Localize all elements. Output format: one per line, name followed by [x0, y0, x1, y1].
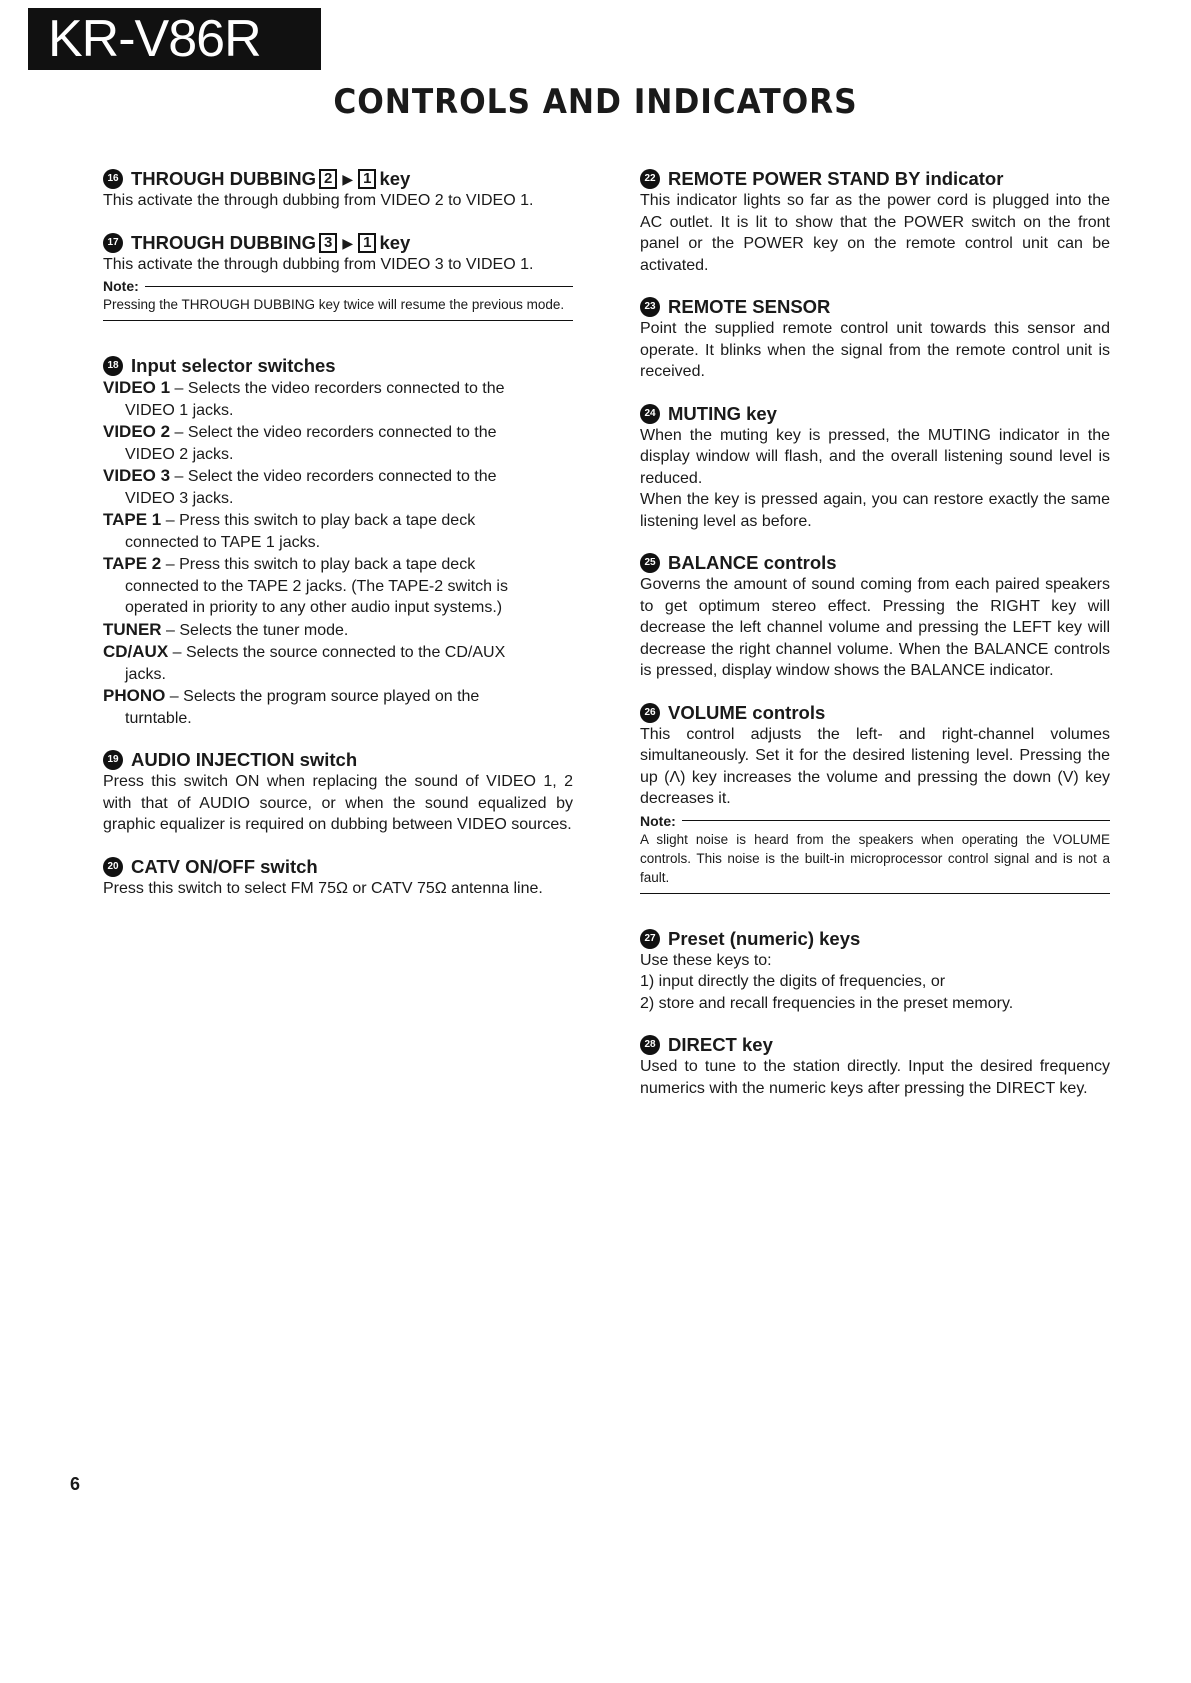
note-text: Pressing the THROUGH DUBBING key twice will resume the previous mode. — [103, 297, 565, 312]
definition-item — [103, 465, 573, 509]
heading-text: THROUGH DUBBING — [131, 168, 316, 189]
definition-item — [103, 421, 573, 465]
list-line: 1) input directly the digits of frequencies, or — [640, 973, 946, 990]
section-text: This control adjusts the left- and right-channel volumes simultaneously. Set it for the desired listening level. Pressing the up (Λ) key increases the volume and pressing the down (V) key decreases it. — [640, 725, 1110, 807]
def-desc: – Select the video recorders connected to the — [174, 424, 497, 441]
section-text: Press this switch ON when replacing the sound of VIDEO 1, 2 with that of AUDIO source, or when the sound equalized by graphic equalizer is required on dubbing between VIDEO sources. — [103, 773, 573, 833]
section-remote-power-standby — [640, 168, 1110, 276]
def-cont: jacks. — [125, 665, 166, 683]
item-number-badge: 27 — [640, 929, 660, 949]
def-term: VIDEO 3 — [103, 466, 171, 485]
section-text: Used to tune to the station directly. Input the desired frequency numerics with the numeric keys after pressing the DIRECT key. — [640, 1058, 1110, 1097]
def-desc: – Selects the video recorders connected to the — [174, 380, 505, 397]
heading-text: Input selector switches — [131, 355, 336, 376]
note-box — [640, 812, 1110, 894]
item-number-badge: 24 — [640, 404, 660, 424]
definition-item — [103, 553, 573, 619]
section-volume-controls — [640, 702, 1110, 894]
def-term: CD/AUX — [103, 642, 169, 661]
section-balance-controls — [640, 552, 1110, 682]
section-input-selector — [103, 355, 573, 729]
def-cont: connected to the TAPE 2 jacks. (The TAPE-2 switch is operated in priority to any other audio input systems.) — [125, 577, 508, 616]
note-header — [640, 812, 1110, 830]
left-column — [103, 168, 573, 919]
section-heading — [103, 168, 573, 190]
item-number-badge: 22 — [640, 169, 660, 189]
note-rule — [145, 286, 573, 287]
heading-text: BALANCE controls — [668, 552, 837, 573]
key-1-icon: 1 — [358, 233, 376, 253]
def-term: VIDEO 1 — [103, 378, 171, 397]
section-through-dubbing-3 — [103, 232, 573, 322]
section-heading — [103, 749, 573, 771]
item-number-badge: 26 — [640, 703, 660, 723]
section-heading — [640, 702, 1110, 724]
heading-text: CATV ON/OFF switch — [131, 855, 318, 877]
def-desc: – Selects the program source played on the — [169, 688, 480, 705]
def-term: VIDEO 2 — [103, 422, 171, 441]
section-audio-injection — [103, 749, 573, 836]
definition-item — [103, 685, 573, 729]
note-label: Note: — [640, 812, 676, 829]
section-text: When the key is pressed again, you can restore exactly the same listening level as before. — [640, 491, 1110, 530]
play-arrow-icon: ▶ — [342, 171, 354, 187]
section-text: Point the supplied remote control unit towards this sensor and operate. It blinks when the signal from the remote control unit is received. — [640, 320, 1110, 380]
definition-item — [103, 509, 573, 553]
section-catv-switch — [103, 856, 573, 900]
def-cont: turntable. — [125, 709, 192, 727]
def-desc: – Selects the source connected to the CD/AUX — [172, 644, 506, 661]
item-number-badge: 18 — [103, 356, 123, 376]
def-desc: – Press this switch to play back a tape deck — [165, 556, 476, 573]
section-text: When the muting key is pressed, the MUTING indicator in the display window will flash, and the overall listening sound level is reduced. — [640, 426, 1110, 487]
section-text: Governs the amount of sound coming from each paired speakers to get optimum stereo effect. Pressing the RIGHT key will decrease the left channel volume and pressing the LEFT key will decrease the right channel volume. When the BALANCE controls is pressed, display window shows the BALANCE indicator. — [640, 576, 1110, 679]
definition-item — [103, 641, 573, 685]
right-column — [640, 168, 1110, 1119]
def-cont: VIDEO 2 jacks. — [125, 445, 234, 463]
key-3-icon: 3 — [319, 233, 337, 253]
def-term: PHONO — [103, 686, 166, 705]
def-desc: – Select the video recorders connected to the — [174, 468, 497, 485]
heading-text: Preset (numeric) keys — [668, 927, 861, 949]
note-header — [103, 277, 573, 295]
definition-item — [103, 377, 573, 421]
item-number-badge: 20 — [103, 857, 123, 877]
key-2-icon: 2 — [319, 169, 337, 189]
note-rule — [682, 820, 1110, 821]
section-direct-key — [640, 1034, 1110, 1099]
item-number-badge: 16 — [103, 169, 123, 189]
note-box — [103, 277, 573, 321]
section-heading — [640, 403, 1110, 425]
def-term: TAPE 2 — [103, 554, 162, 573]
section-through-dubbing-2 — [103, 168, 573, 212]
heading-text: REMOTE POWER STAND BY indicator — [668, 168, 1004, 189]
note-label: Note: — [103, 278, 139, 294]
def-cont: connected to TAPE 1 jacks. — [125, 533, 321, 551]
section-preset-keys — [640, 928, 1110, 1015]
section-text: Use these keys to: — [640, 951, 772, 969]
item-number-badge: 19 — [103, 750, 123, 770]
item-number-badge: 28 — [640, 1035, 660, 1055]
section-text: This activate the through dubbing from VIDEO 2 to VIDEO 1. — [103, 192, 534, 209]
section-heading — [103, 856, 573, 878]
heading-text: DIRECT key — [668, 1034, 773, 1055]
def-term: TAPE 1 — [103, 510, 162, 529]
heading-suffix: key — [379, 168, 411, 189]
section-heading — [103, 355, 573, 377]
item-number-badge: 17 — [103, 233, 123, 253]
item-number-badge: 23 — [640, 297, 660, 317]
play-arrow-icon: ▶ — [342, 234, 354, 251]
model-badge: KR-V86R — [28, 8, 321, 70]
def-cont: VIDEO 3 jacks. — [125, 489, 234, 507]
section-heading — [640, 552, 1110, 574]
def-desc: – Press this switch to play back a tape deck — [165, 512, 476, 529]
section-heading — [103, 232, 573, 254]
section-remote-sensor — [640, 296, 1110, 383]
note-text: A slight noise is heard from the speakers when operating the VOLUME controls. This noise is the built-in microprocessor control signal and is not a fault. — [640, 831, 1110, 885]
heading-suffix: key — [379, 231, 411, 253]
heading-text: AUDIO INJECTION switch — [131, 749, 358, 770]
section-text: Press this switch to select FM 75Ω or CATV 75Ω antenna line. — [103, 879, 543, 897]
item-number-badge: 25 — [640, 553, 660, 573]
section-heading — [640, 168, 1110, 190]
list-line: 2) store and recall frequencies in the preset memory. — [640, 994, 1014, 1012]
section-heading — [640, 1034, 1110, 1056]
section-heading — [640, 928, 1110, 950]
definition-item — [103, 619, 573, 642]
key-1-icon: 1 — [358, 169, 376, 189]
def-desc: – Selects the tuner mode. — [166, 621, 349, 639]
def-cont: VIDEO 1 jacks. — [125, 401, 234, 419]
heading-text: VOLUME controls — [668, 701, 826, 723]
section-muting-key — [640, 403, 1110, 533]
section-text: This indicator lights so far as the power cord is plugged into the AC outlet. It is lit to show that the POWER switch on the front panel or the POWER key on the remote control unit can be activated. — [640, 192, 1110, 274]
section-text: This activate the through dubbing from VIDEO 3 to VIDEO 1. — [103, 255, 534, 273]
heading-text: REMOTE SENSOR — [668, 296, 831, 317]
page-number: 6 — [70, 1474, 81, 1494]
heading-text: MUTING key — [668, 402, 777, 424]
page-title: CONTROLS AND INDICATORS — [333, 82, 858, 122]
heading-text: THROUGH DUBBING — [131, 231, 316, 253]
section-heading — [640, 296, 1110, 318]
def-term: TUNER — [103, 619, 162, 639]
